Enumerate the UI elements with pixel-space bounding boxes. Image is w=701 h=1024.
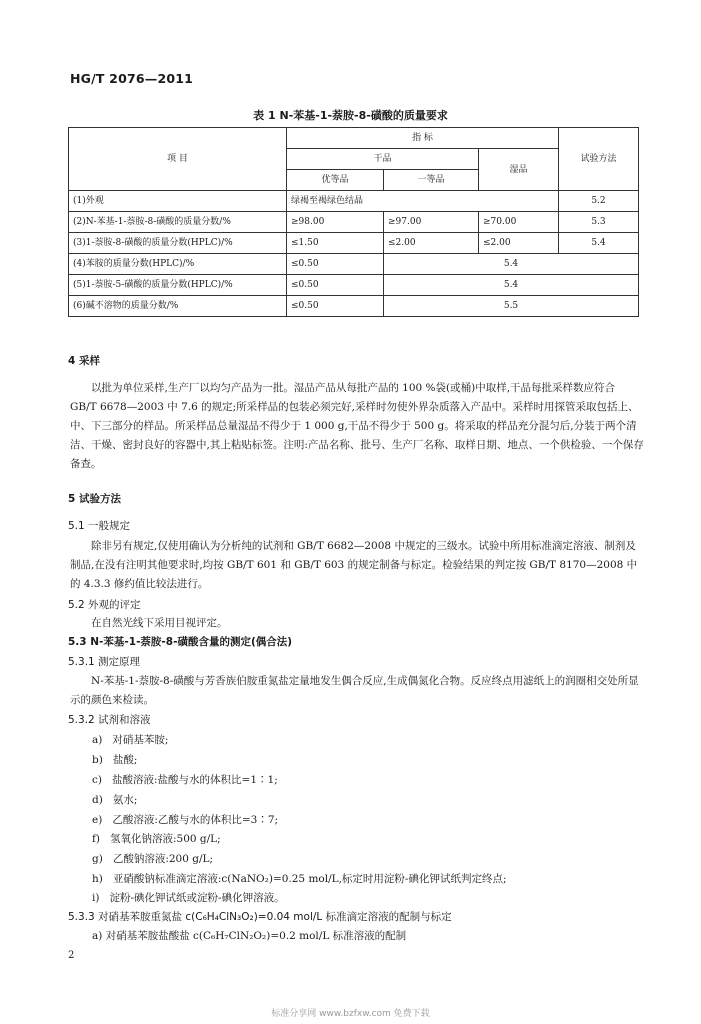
standard-number: HG/T 2076—2011 — [70, 71, 194, 86]
row-premium: ≤0.50 — [287, 254, 384, 275]
section-5-3-1-body: N-苯基-1-萘胺-8-磺酸与芳香族伯胺重氮盐定量地发生偶合反应,生成偶氮化合物。反应终点用滤纸上的润圈相交处所显示的颜色来检读。 — [70, 675, 639, 706]
list-item: i) 淀粉-碘化钾试纸或淀粉-碘化钾溶液。 — [92, 892, 285, 904]
section-5-3-title: 5.3 N-苯基-1-萘胺-8-磺酸含量的测定(偶合法) — [68, 636, 293, 648]
row-item: (1)外观 — [69, 191, 287, 212]
list-item: f) 氢氧化钠溶液:500 g/L; — [92, 833, 221, 845]
section-5-3-2-title: 5.3.2 试剂和溶液 — [68, 714, 151, 726]
row-method: 5.5 — [384, 296, 639, 317]
row-first: ≥97.00 — [384, 212, 479, 233]
row-method: 5.3 — [559, 212, 639, 233]
list-item: d) 氨水; — [92, 794, 138, 806]
header-wet: 湿品 — [479, 149, 559, 191]
list-item: e) 乙酸溶液:乙酸与水的体积比=3∶7; — [92, 814, 279, 826]
row-method: 5.4 — [559, 233, 639, 254]
section-5-3-1-title: 5.3.1 测定原理 — [68, 656, 141, 668]
table-row — [69, 296, 639, 317]
header-item: 项 目 — [69, 128, 287, 191]
footer-watermark: 标准分享网 www.bzfxw.com 免费下载 — [271, 1009, 430, 1019]
header-index: 指 标 — [287, 128, 559, 149]
section-5-1-body: 除非另有规定,仅使用确认为分析纯的试剂和 GB/T 6682—2008 中规定的三级水。试验中所用标准滴定溶液、制剂及制品,在没有注明其他要求时,均按 GB/T 601 和 GB/T 603 的规定制备与标定。检验结果的判定按 GB/T 8170—2008 中的 4.3.3 修约值比较法进行。 — [70, 540, 638, 590]
header-dry: 干品 — [287, 149, 479, 170]
header-method: 试验方法 — [559, 128, 639, 191]
row-spec: 绿褐至褐绿色结晶 — [287, 191, 559, 212]
row-item: (5)1-萘胺-5-磺酸的质量分数(HPLC)/% — [69, 275, 287, 296]
row-premium: ≤0.50 — [287, 296, 384, 317]
row-wet: ≥70.00 — [479, 212, 559, 233]
quality-requirements-table — [68, 127, 639, 317]
row-item: (4)苯胺的质量分数(HPLC)/% — [69, 254, 287, 275]
list-item: c) 盐酸溶液:盐酸与水的体积比=1∶1; — [92, 774, 278, 786]
row-item: (3)1-萘胺-8-磺酸的质量分数(HPLC)/% — [69, 233, 287, 254]
row-item: (6)碱不溶物的质量分数/% — [69, 296, 287, 317]
row-method: 5.2 — [559, 191, 639, 212]
row-wet: ≤2.00 — [479, 233, 559, 254]
table-row — [69, 191, 639, 212]
row-premium: ≤0.50 — [287, 275, 384, 296]
section-4-body: 以批为单位采样,生产厂以均匀产品为一批。湿品产品从每批产品的 100 %袋(或桶)中取样,干品每批采样数应符合 GB/T 6678—2003 中 7.6 的规定;所采样品的包装必须完好,采样时勿使外界杂质落入产品中。采样时用探管采取包括上、中、下三部分的样品。所采样品总量湿品不得少于 1 000 g,干品不得少于 500 g。将采取的样品充分混匀后,分装于两个清洁、干燥、密封良好的容器中,其上粘贴标签。注明:产品名称、批号、生产厂名称、取样日期、地点、一个供检验、一个保存备查。 — [70, 382, 644, 470]
row-method: 5.4 — [384, 275, 639, 296]
header-first: 一等品 — [384, 170, 479, 191]
section-5-3-3-a: a) 对硝基苯胺盐酸盐 c(C₆H₇ClN₂O₂)=0.2 mol/L 标准溶液的配制 — [92, 930, 407, 942]
section-5-2-body: 在自然光线下采用目视评定。 — [91, 617, 228, 629]
list-item: a) 对硝基苯胺; — [92, 734, 169, 746]
row-premium: ≥98.00 — [287, 212, 384, 233]
list-item: g) 乙酸钠溶液:200 g/L; — [92, 853, 214, 865]
row-premium: ≤1.50 — [287, 233, 384, 254]
row-method: 5.4 — [384, 254, 639, 275]
row-item: (2)N-苯基-1-萘胺-8-磺酸的质量分数/% — [69, 212, 287, 233]
table-row — [69, 212, 639, 233]
list-item: h) 亚硝酸钠标准滴定溶液:c(NaNO₂)=0.25 mol/L,标定时用淀粉-碘化钾试纸判定终点; — [92, 873, 507, 885]
section-5-title: 5 试验方法 — [68, 493, 121, 505]
row-first: ≤2.00 — [384, 233, 479, 254]
list-item: b) 盐酸; — [92, 754, 138, 766]
table-row — [69, 254, 639, 275]
section-5-1-title: 5.1 一般规定 — [68, 520, 131, 532]
section-4-title: 4 采样 — [68, 355, 100, 367]
table-row — [69, 275, 639, 296]
section-5-2-title: 5.2 外观的评定 — [68, 599, 141, 611]
table-row — [69, 233, 639, 254]
table-caption: 表 1 N-苯基-1-萘胺-8-磺酸的质量要求 — [253, 109, 448, 122]
header-premium: 优等品 — [287, 170, 384, 191]
section-5-3-3-title: 5.3.3 对硝基苯胺重氮盐 c(C₆H₄ClN₃O₂)=0.04 mol/L 标准滴定溶液的配制与标定 — [68, 911, 452, 923]
page-number: 2 — [68, 950, 75, 961]
